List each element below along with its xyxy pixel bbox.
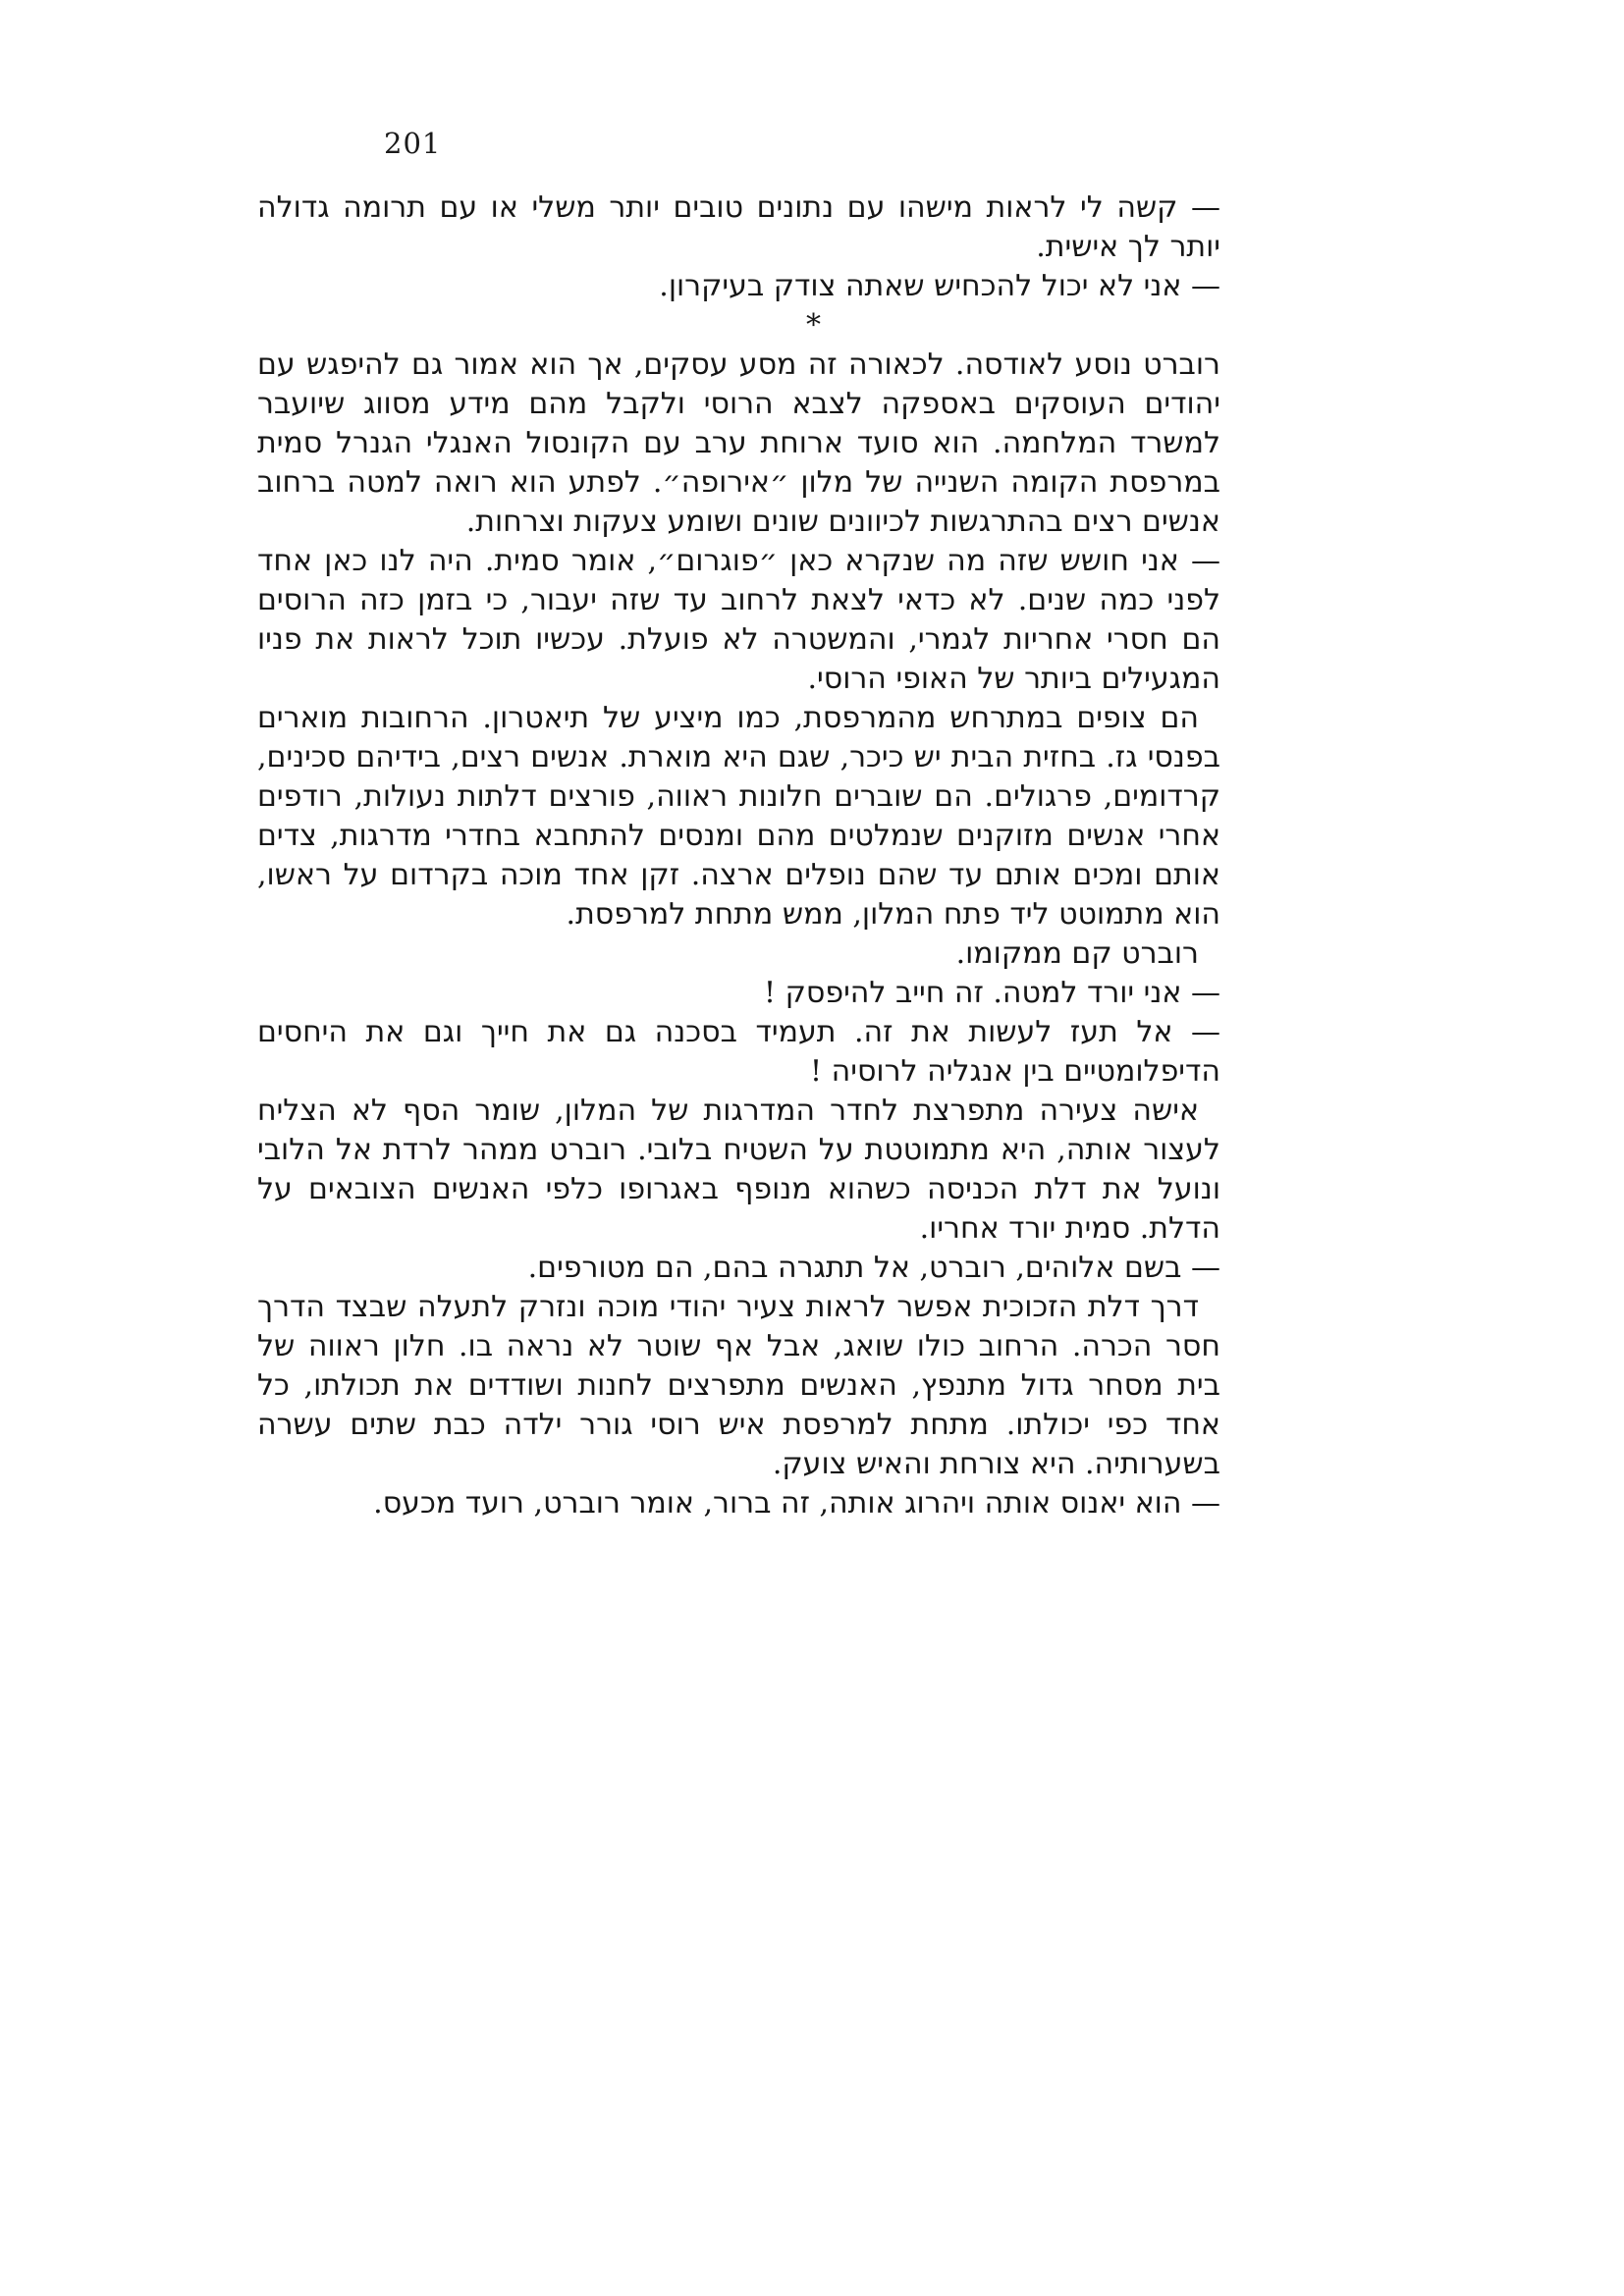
dialogue-paragraph: — אל תעז לעשות את זה. תעמיד בסכנה גם את חייך וגם את היחסים הדיפלומטיים בין אנגליה לרוסיה ! — [257, 1015, 1220, 1089]
narrative-paragraph: אישה צעירה מתפרצת לחדר המדרגות של המלון, שומר הסף לא הצליח לעצור אותה, היא מתמוטטת על השטיח בלובי. רוברט ממהר לרדת אל הלובי ונועל את דלת הכניסה כשהוא מנופף באגרופו כלפי האנשים הצובאים על הדלת. סמית יורד אחריו. — [257, 1094, 1220, 1246]
text-block — [257, 188, 1220, 1523]
dialogue-paragraph: — אני יורד למטה. זה חייב להיפסק ! — [764, 976, 1220, 1010]
dialogue-paragraph: — אני חושש שזה מה שנקרא כאן ״פוגרום״, אומר סמית. היה לנו כאן אחד לפני כמה שנים. לא כדאי לצאת לרחוב עד שזה יעבור, כי בזמן כזה הרוסים הם חסרי אחריות לגמרי, והמשטרה לא פועלת. עכשיו תוכל לראות את פניו המגעילים ביותר של האופי הרוסי. — [257, 544, 1220, 696]
dialogue-paragraph: — קשה לי לראות מישהו עם נתונים טובים יותר משלי או עם תרומה גדולה יותר לך אישית. — [257, 190, 1220, 264]
narrative-paragraph: הם צופים במתרחש מהמרפסת, כמו מיציע של תיאטרון. הרחובות מוארים בפנסי גז. בחזית הבית יש כיכר, שגם היא מוארת. אנשים רצים, בידיהם סכינים, קרדומים, פרגולים. הם שוברים חלונות ראווה, פורצים דלתות נעולות, רודפים אחרי אנשים מזוקנים שנמלטים מהם ומנסים להתחבא בחדרי מדרגות, צדים אותם ומכים אותם עד שהם נופלים ארצה. זקן אחד מוכה בקרדום על ראשו, הוא מתמוטט ליד פתח המלון, ממש מתחת למרפסת. — [257, 701, 1220, 932]
narrative-paragraph: דרך דלת הזכוכית אפשר לראות צעיר יהודי מוכה ונזרק לתעלה שבצד הדרך חסר הכרה. הרחוב כולו שואג, אבל אף שוטר לא נראה בו. חלון ראווה של בית מסחר גדול מתנפץ, האנשים מתפרצים לחנות ושודדים את תכולתו, כל אחד כפי יכולתו. מתחת למרפסת איש רוסי גורר ילדה כבת שתים עשרה בשערותיה. היא צורחת והאיש צועק. — [257, 1290, 1220, 1481]
narrative-paragraph: רוברט נוסע לאודסה. לכאורה זה מסע עסקים, אך הוא אמור גם להיפגש עם יהודים העוסקים באספקה לצבא הרוסי ולקבל מהם מידע מסווג שיועבר למשרד המלחמה. הוא סועד ארוחת ערב עם הקונסול האנגלי הגנרל סמית במרפסת הקומה השנייה של מלון ״אירופה״. לפתע הוא רואה למטה ברחוב אנשים רצים בהתרגשות לכיוונים שונים ושומע צעקות וצרחות. — [257, 347, 1220, 539]
asterisk-separator: * — [806, 308, 821, 343]
dialogue-paragraph: — בשם אלוהים, רוברט, אל תתגרה בהם, הם מטורפים. — [527, 1251, 1220, 1285]
dialogue-paragraph: — אני לא יכול להכחיש שאתה צודק בעיקרון. — [659, 269, 1220, 303]
narrative-paragraph: רוברט קם ממקומו. — [955, 936, 1199, 971]
page-number: 201 — [384, 127, 442, 160]
dialogue-paragraph: — הוא יאנוס אותה ויהרוג אותה, זה ברור, אומר רוברט, רועד מכעס. — [373, 1486, 1220, 1521]
